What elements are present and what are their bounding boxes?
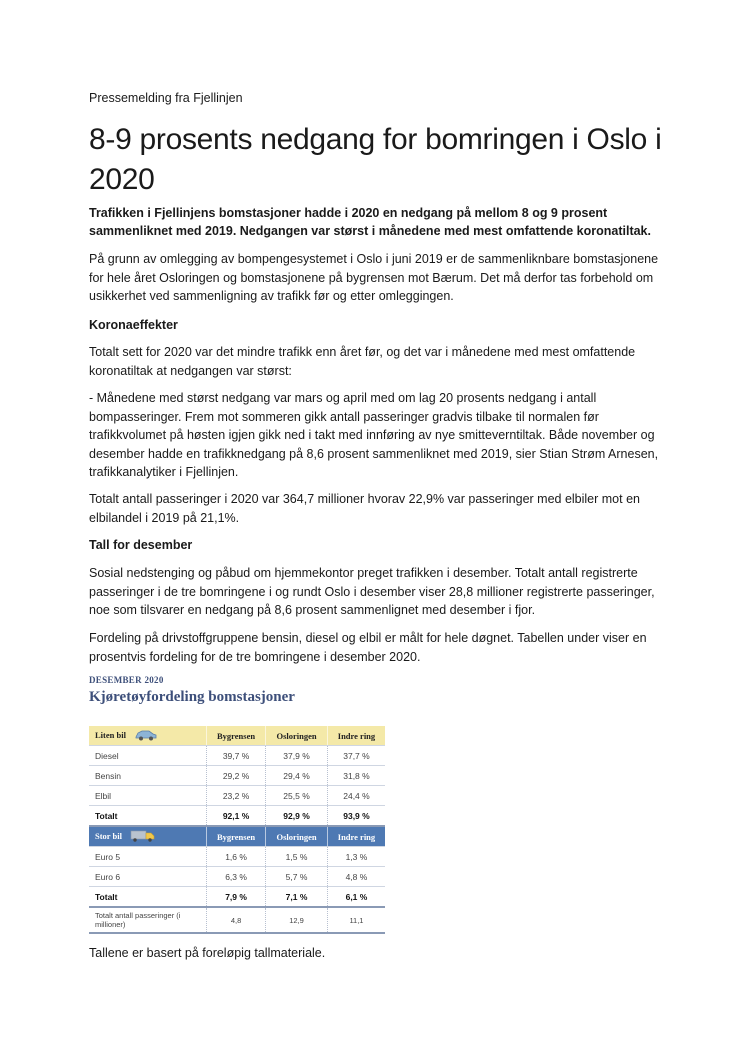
cell-value: 4,8 — [207, 907, 266, 933]
small-car-header — [89, 726, 207, 746]
cell-value: 29,2 % — [207, 766, 266, 786]
cell-value: 24,4 % — [327, 786, 385, 806]
row-label: Elbil — [89, 786, 207, 806]
table-kicker: DESEMBER 2020 — [89, 675, 164, 685]
footnote: Tallene er basert på foreløpig tallmateriale. — [89, 946, 326, 960]
large-car-total-row — [89, 887, 385, 908]
vehicle-distribution-table — [89, 726, 385, 934]
paragraph-4: Totalt antall passeringer i 2020 var 364,7 millioner hvorav 22,9% var passeringer med elbiler mot en elbilandel i 2019 på 21,1%. — [89, 492, 640, 525]
row-label: Totalt — [89, 887, 207, 908]
table-row — [89, 766, 385, 786]
table-row — [89, 786, 385, 806]
cell-value: 37,7 % — [327, 746, 385, 766]
col-header-bygrensen: Bygrensen — [207, 826, 266, 847]
cell-value: 1,3 % — [327, 847, 385, 867]
cell-value: 6,1 % — [327, 887, 385, 908]
paragraph-6: Fordeling på drivstoffgruppene bensin, diesel og elbil er målt for hele døgnet. Tabellen under viser en prosentvis fordeling for de tre bomringene i desember 2020. — [89, 631, 647, 664]
col-header-osloringen: Osloringen — [266, 726, 328, 746]
paragraph-3: - Månedene med størst nedgang var mars og april med om lag 20 prosents nedgang i antall bompasseringer. Frem mot sommeren gikk antall passeringer gradvis tilbake til normalen før trafikkvolumet på høsten igjen gikk ned i takt med innføring av nye smitteverntiltak. Både november og desember hadde en trafikknedgang på 8,6 prosent sammenliknet med 2019, sier Stian Strøm Arnesen, trafikkanalytiker i Fjellinjen. — [89, 391, 659, 479]
cell-value: 39,7 % — [207, 746, 266, 766]
cell-value: 92,9 % — [266, 806, 328, 827]
row-label: Diesel — [89, 746, 207, 766]
col-header-osloringen: Osloringen — [266, 826, 328, 847]
table-row — [89, 847, 385, 867]
car-icon — [134, 729, 158, 743]
cell-value: 5,7 % — [266, 867, 328, 887]
row-label: Bensin — [89, 766, 207, 786]
lead-paragraph: Trafikken i Fjellinjens bomstasjoner hadde i 2020 en nedgang på mellom 8 og 9 prosent sammenliknet med 2019. Nedgangen var størst i månedene med mest omfattende koronatiltak. — [89, 206, 651, 238]
cell-value: 1,6 % — [207, 847, 266, 867]
small-car-header-row — [89, 726, 385, 746]
small-car-label: Liten bil — [95, 729, 126, 740]
col-header-indre-ring: Indre ring — [327, 726, 385, 746]
small-car-total-row — [89, 806, 385, 827]
table-row — [89, 867, 385, 887]
heading-desember: Tall for desember — [89, 538, 193, 552]
row-label: Euro 5 — [89, 847, 207, 867]
kicker: Pressemelding fra Fjellinjen — [89, 91, 243, 105]
cell-value: 7,9 % — [207, 887, 266, 908]
row-label: Euro 6 — [89, 867, 207, 887]
total-passages-row — [89, 907, 385, 933]
cell-value: 4,8 % — [327, 867, 385, 887]
truck-icon — [130, 830, 156, 844]
cell-value: 37,9 % — [266, 746, 328, 766]
paragraph-2: Totalt sett for 2020 var det mindre trafikk enn året før, og det var i månedene med mest omfattende koronatiltak at nedgangen var størst: — [89, 345, 636, 378]
large-car-header — [89, 826, 207, 847]
page-title: 8-9 prosents nedgang for bomringen i Oslo i 2020 — [89, 123, 662, 196]
paragraph-1: På grunn av omlegging av bompengesystemet i Oslo i juni 2019 er de sammenliknbare bomstasjonene for hele året Osloringen og bomstasjonene på bygrensen mot Bærum. Det må derfor tas forbehold om usikkerhet ved sammenligning av trafikk før og etter omleggingen. — [89, 252, 659, 303]
large-car-label: Stor bil — [95, 830, 123, 841]
large-car-header-row — [89, 826, 385, 847]
cell-value: 7,1 % — [266, 887, 328, 908]
table-title: Kjøretøyfordeling bomstasjoner — [89, 689, 295, 705]
cell-value: 29,4 % — [266, 766, 328, 786]
cell-value: 31,8 % — [327, 766, 385, 786]
row-label: Totalt — [89, 806, 207, 827]
cell-value: 11,1 — [327, 907, 385, 933]
col-header-indre-ring: Indre ring — [327, 826, 385, 847]
paragraph-5: Sosial nedstenging og påbud om hjemmekontor preget trafikken i desember. Totalt antall registrerte passeringer i de tre bomringene i og rundt Oslo i desember viser 28,8 millioner registrerte passeringer, noe som tilsvarer en nedgang på 8,6 prosent sammenlignet med desember i fjor. — [89, 566, 655, 617]
col-header-bygrensen: Bygrensen — [207, 726, 266, 746]
cell-value: 92,1 % — [207, 806, 266, 827]
cell-value: 93,9 % — [327, 806, 385, 827]
cell-value: 12,9 — [266, 907, 328, 933]
cell-value: 6,3 % — [207, 867, 266, 887]
row-label: Totalt antall passeringer (i millioner) — [89, 907, 207, 933]
cell-value: 25,5 % — [266, 786, 328, 806]
cell-value: 23,2 % — [207, 786, 266, 806]
heading-koronaeffekter: Koronaeffekter — [89, 318, 178, 332]
table-row — [89, 746, 385, 766]
cell-value: 1,5 % — [266, 847, 328, 867]
